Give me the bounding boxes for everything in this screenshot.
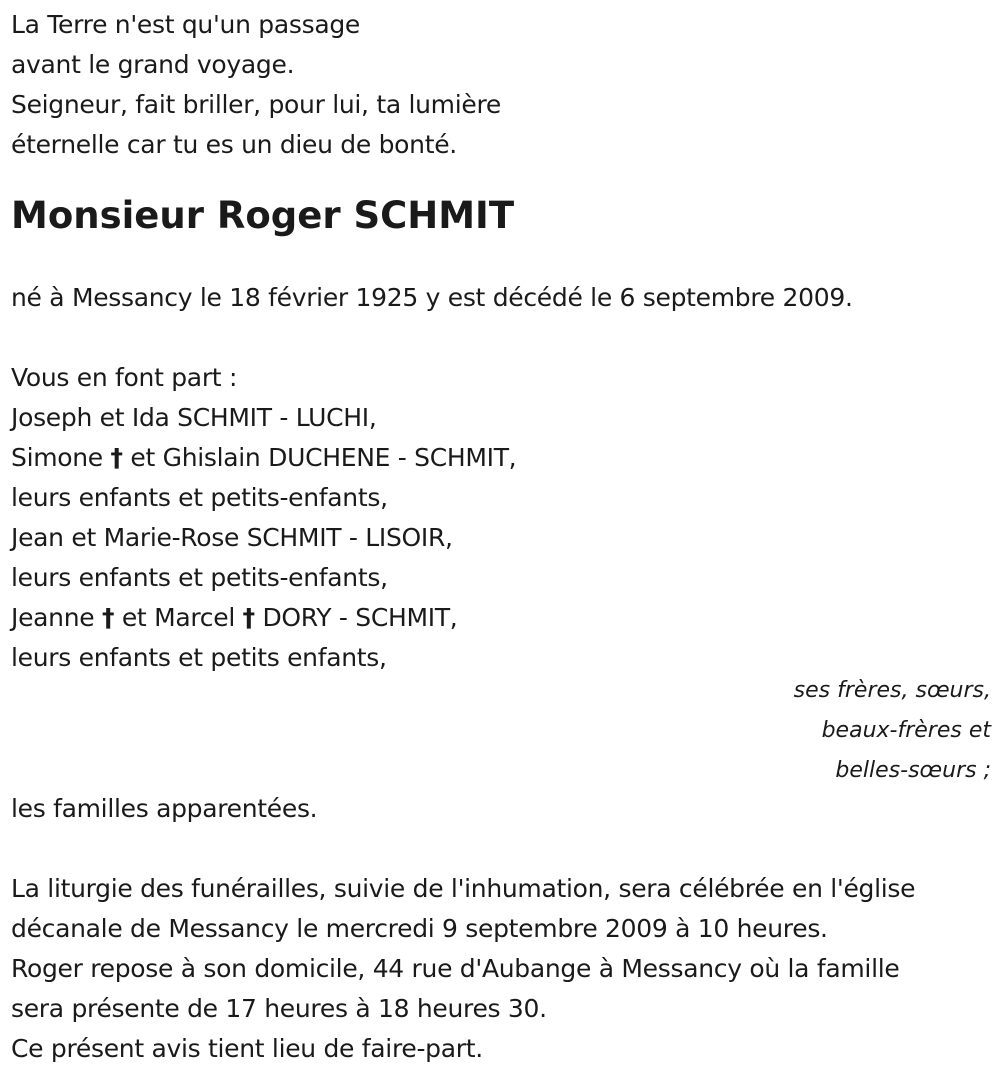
siblings-block xyxy=(11,671,991,791)
siblings-line: belles-sœurs ; xyxy=(835,758,991,783)
poem-verse xyxy=(11,5,991,165)
ceremony-line: décanale de Messancy le mercredi 9 septembre 2009 à 10 heures. xyxy=(11,914,828,943)
announcers-intro: Vous en font part : xyxy=(11,363,238,392)
family-text: Jeanne xyxy=(11,603,102,632)
cross-icon: † xyxy=(110,443,123,472)
spacer xyxy=(11,318,991,358)
family-line: Jean et Marie-Rose SCHMIT - LISOIR, xyxy=(11,523,453,552)
ceremony-line: Ce présent avis tient lieu de faire-part. xyxy=(11,1034,483,1063)
spacer xyxy=(11,829,991,869)
family-line xyxy=(11,598,991,638)
ceremony-line: La liturgie des funérailles, suivie de l'inhumation, sera célébrée en l'église xyxy=(11,874,916,903)
family-line: leurs enfants et petits-enfants, xyxy=(11,483,388,512)
poem-line: avant le grand voyage. xyxy=(11,50,295,79)
family-list xyxy=(11,398,991,678)
family-line xyxy=(11,438,991,478)
deceased-name: Monsieur Roger SCHMIT xyxy=(11,194,515,237)
ceremony-details xyxy=(11,869,991,1069)
poem-line: éternelle car tu es un dieu de bonté. xyxy=(11,130,457,159)
siblings-line: ses frères, sœurs, xyxy=(793,678,991,703)
birth-death-statement: né à Messancy le 18 février 1925 y est décédé le 6 septembre 2009. xyxy=(11,283,853,312)
poem-line: Seigneur, fait briller, pour lui, ta lumière xyxy=(11,90,501,119)
family-line: leurs enfants et petits-enfants, xyxy=(11,563,388,592)
family-text: et Ghislain DUCHENE - SCHMIT, xyxy=(122,443,517,472)
extended-family: les familles apparentées. xyxy=(11,794,318,823)
ceremony-line: sera présente de 17 heures à 18 heures 30. xyxy=(11,994,547,1023)
siblings-line: beaux-frères et xyxy=(821,718,991,743)
family-text: et Marcel xyxy=(114,603,243,632)
family-text: Simone xyxy=(11,443,111,472)
ceremony-line: Roger repose à son domicile, 44 rue d'Aubange à Messancy où la famille xyxy=(11,954,900,983)
family-line: Joseph et Ida SCHMIT - LUCHI, xyxy=(11,403,377,432)
obituary-notice xyxy=(11,0,991,1069)
family-text: DORY - SCHMIT, xyxy=(254,603,458,632)
cross-icon: † xyxy=(102,603,115,632)
poem-line: La Terre n'est qu'un passage xyxy=(11,10,360,39)
family-line: leurs enfants et petits enfants, xyxy=(11,643,387,672)
cross-icon: † xyxy=(242,603,255,632)
